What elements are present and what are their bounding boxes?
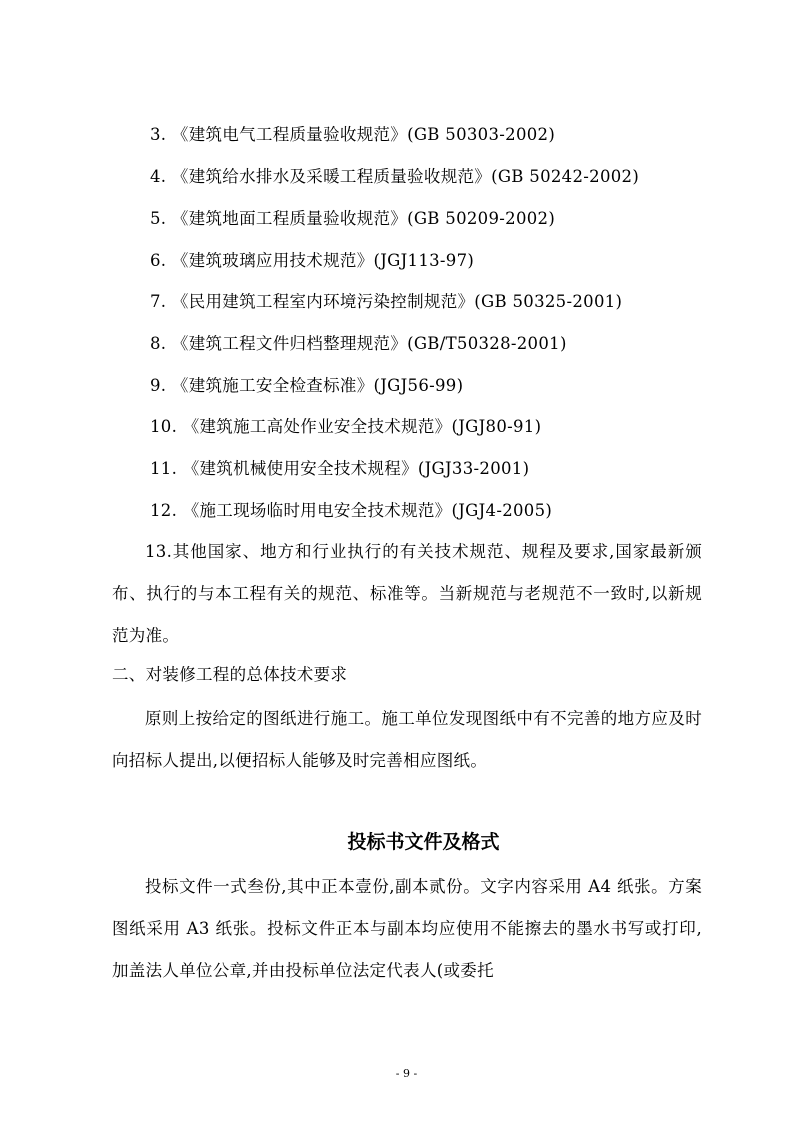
list-item-number: 4. xyxy=(150,167,167,186)
page-heading: 投标书文件及格式 xyxy=(347,831,500,853)
list-item-number: 6. xyxy=(150,251,167,270)
list-item-text: 《建筑地面工程质量验收规范》(GB 50209-2002) xyxy=(171,209,556,228)
list-item-number: 7. xyxy=(150,292,167,311)
list-item xyxy=(150,250,474,272)
list-item xyxy=(150,166,639,188)
list-item-text: 《建筑电气工程质量验收规范》(GB 50303-2002) xyxy=(171,125,556,144)
list-item-number: 9. xyxy=(150,376,167,395)
list-item-number: 12. xyxy=(150,501,178,520)
list-item-text: 《建筑施工高处作业安全技术规范》(JGJ80-91) xyxy=(182,417,542,436)
list-item-text: 《建筑玻璃应用技术规范》(JGJ113-97) xyxy=(171,251,475,270)
list-item-number: 10. xyxy=(150,417,178,436)
list-item-text: 《建筑给水排水及采暖工程质量验收规范》(GB 50242-2002) xyxy=(171,167,640,186)
list-item xyxy=(150,124,555,146)
list-item xyxy=(150,416,541,438)
page-number: - 9 - xyxy=(395,1067,418,1080)
list-item xyxy=(150,333,567,355)
list-item-number: 8. xyxy=(150,334,167,353)
list-item xyxy=(150,500,552,522)
list-item-13: 13.其他国家、地方和行业执行的有关技术规范、规程及要求,国家最新颁布、执行的与本工程有关的规范、标准等。当新规范与老规范不一致时,以新规范为准。 xyxy=(112,542,702,645)
list-item-number: 3. xyxy=(150,125,167,144)
list-item-text: 《建筑机械使用安全技术规程》(JGJ33-2001) xyxy=(182,459,530,478)
list-item-number: 5. xyxy=(150,209,167,228)
list-item-text: 《施工现场临时用电安全技术规范》(JGJ4-2005) xyxy=(182,501,553,520)
section-body: 原则上按给定的图纸进行施工。施工单位发现图纸中有不完善的地方应及时向招标人提出,以便招标人能够及时完善相应图纸。 xyxy=(112,709,702,770)
list-item-text: 《建筑工程文件归档整理规范》(GB/T50328-2001) xyxy=(171,334,567,353)
list-item xyxy=(150,458,529,480)
section-title: 二、对装修工程的总体技术要求 xyxy=(112,665,348,684)
list-item xyxy=(150,375,463,397)
body-paragraph: 投标文件一式叁份,其中正本壹份,副本贰份。文字内容采用 A4 纸张。方案图纸采用 A3 纸张。投标文件正本与副本均应使用不能擦去的墨水书写或打印,加盖法人单位公章,并由投标单位法定代表人(或委托 xyxy=(112,877,702,980)
list-item xyxy=(150,291,622,313)
list-item-text: 《民用建筑工程室内环境污染控制规范》(GB 50325-2001) xyxy=(171,292,623,311)
list-item-number: 11. xyxy=(150,459,178,478)
list-item xyxy=(150,208,555,230)
list-item-text: 《建筑施工安全检查标准》(JGJ56-99) xyxy=(171,376,464,395)
